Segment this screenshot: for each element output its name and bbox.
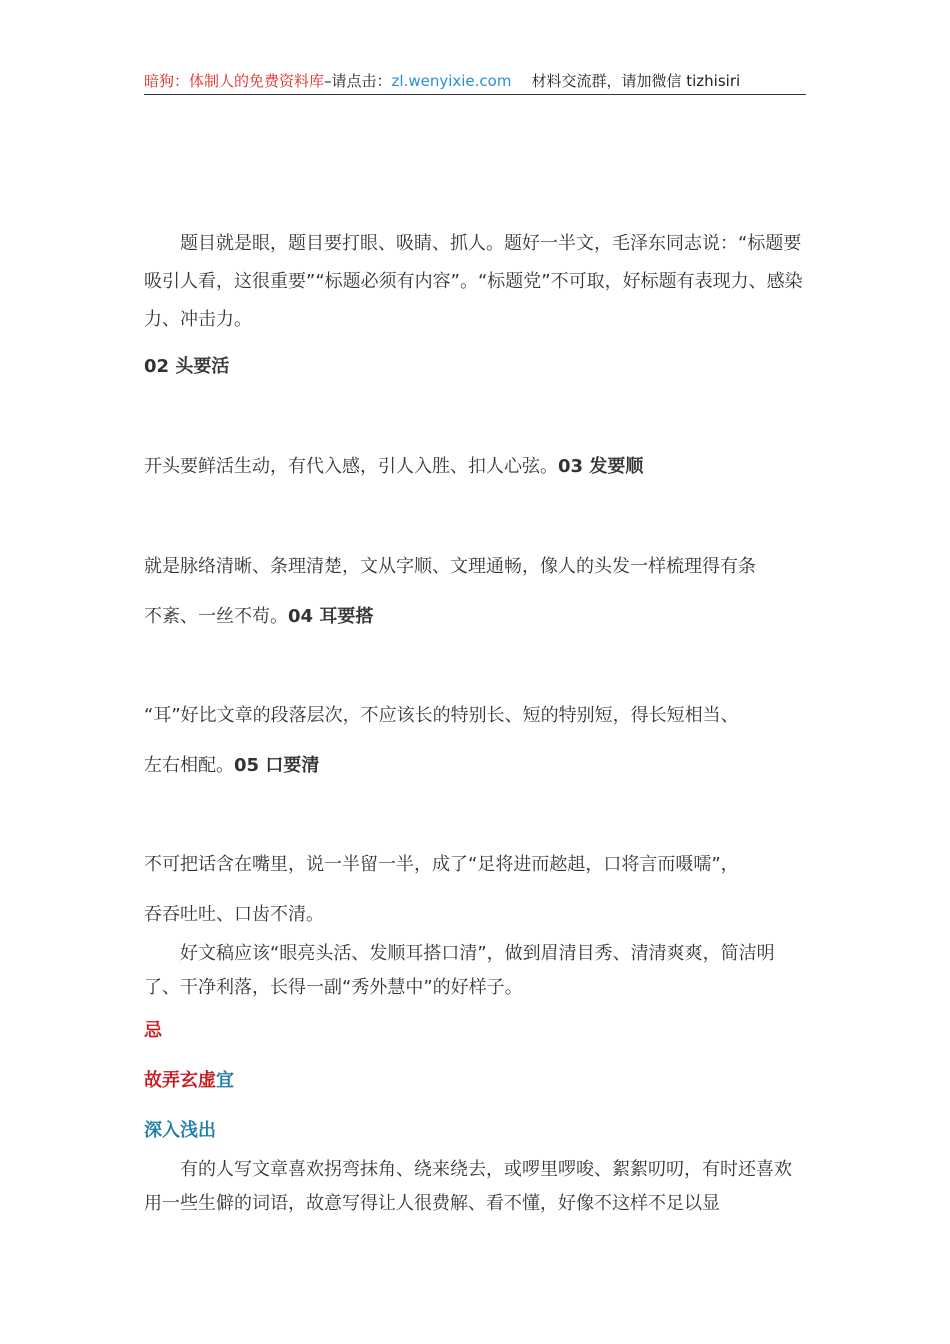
paragraph-05-line-1: 不可把话含在嘴里，说一半留一半，成了“足将进而趑趄，口将言而嗫嚅”，: [144, 854, 739, 875]
paragraph-02-text: 开头要鲜活生动，有代入感，引人入胜、扣人心弦。: [144, 456, 558, 477]
header-divider: [144, 94, 806, 95]
ji-label: 忌: [144, 1020, 162, 1041]
paragraph-04-line-1: “耳”好比文章的段落层次，不应该长的特别长、短的特别短，得长短相当、: [144, 705, 739, 726]
paragraph-05-line-2: 吞吞吐吐、口齿不清。: [144, 904, 324, 925]
header-click-prompt: –请点击：: [324, 72, 392, 90]
section-heading-02: 02 头要活: [144, 356, 230, 377]
paragraph-04-line-2: [144, 751, 806, 777]
paragraph-03-line-1: 就是脉络清晰、条理清楚，文从字顺、文理通畅，像人的头发一样梳理得有条: [144, 556, 756, 577]
document-header: [144, 70, 806, 92]
summary-paragraph: 好文稿应该“眼亮头活、发顺耳搭口清”，做到眉清目秀、清清爽爽，简洁明了、干净利落，长得一副“秀外慧中”的好样子。: [144, 943, 775, 998]
paragraph-03-line-2: [144, 602, 806, 628]
header-url-link[interactable]: zl.wenyixie.com: [391, 72, 512, 90]
ji-item: 故弄玄虚: [144, 1070, 216, 1091]
section-heading-05: 05 口要清: [234, 755, 320, 776]
section-heading-04: 04 耳要搭: [288, 606, 374, 627]
header-wechat-note: 材料交流群，请加微信 tizhisiri: [531, 72, 741, 90]
last-paragraph: 有的人写文章喜欢拐弯抹角、绕来绕去，或啰里啰唆、絮絮叨叨，有时还喜欢用一些生僻的词语，故意写得让人很费解、看不懂，好像不这样不足以显: [144, 1159, 792, 1214]
paragraph-03-tail: 不紊、一丝不苟。: [144, 606, 288, 627]
intro-paragraph: 题目就是眼，题目要打眼、吸睛、抓人。题好一半文，毛泽东同志说：“标题要吸引人看，这很重要”“标题必须有内容”。“标题党”不可取，好标题有表现力、感染力、冲击力。: [144, 233, 803, 330]
yi-label: 宜: [216, 1070, 234, 1091]
paragraph-04-tail: 左右相配。: [144, 755, 234, 776]
section-paragraph-02: [144, 452, 806, 478]
section-heading-03: 03 发要顺: [558, 456, 644, 477]
yi-item: 深入浅出: [144, 1120, 216, 1141]
ji-yi-line: [144, 1066, 806, 1092]
header-site-name: 暗狗：体制人的免费资料库: [144, 72, 325, 90]
